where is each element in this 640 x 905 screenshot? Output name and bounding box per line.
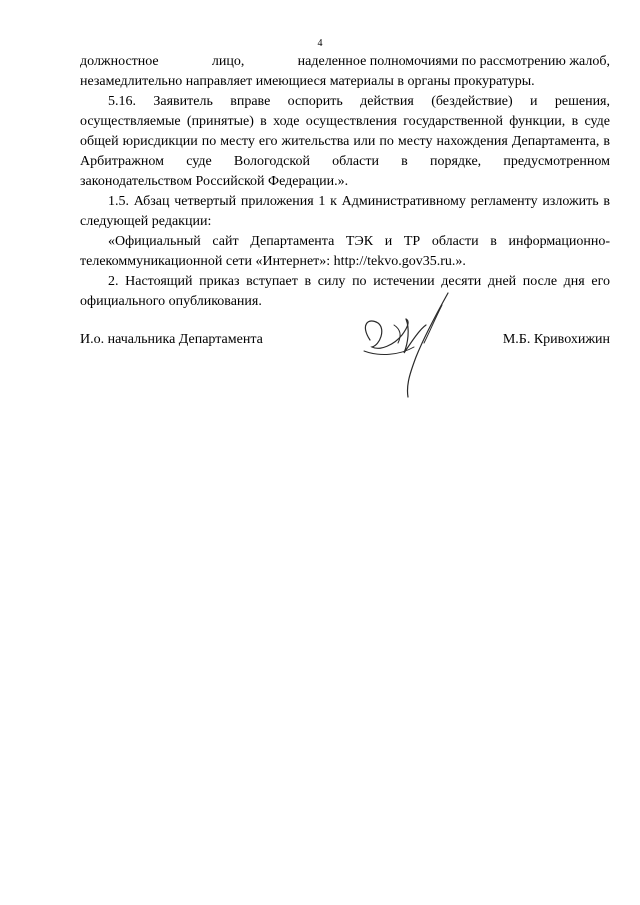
paragraph-2: 2. Настоящий приказ вступает в силу по истечении десяти дней после дня его официального опубликования. xyxy=(80,274,610,309)
phrase-nadelennoe: наделенное полномочиями по рассмотрению жалоб, xyxy=(297,54,610,69)
word-litso: лицо, xyxy=(211,54,245,69)
handwritten-signature-icon xyxy=(350,285,470,405)
word-dolzhnostnoe: должностное xyxy=(80,54,159,69)
paragraph-5-16: 5.16. Заявитель вправе оспорить действия (бездействие) и решения, осуществляемые (принятые) в ходе осуществления государственной функции, в суде общей юрисдикции по месту его жительства или по месту нахождения Департамента, в Арбитражном суде Вологодской области в порядке, предусмотренном законодательством Российской Федерации.». xyxy=(80,94,610,189)
signatory-title: И.о. начальника Департамента xyxy=(80,332,263,347)
page-number: 4 xyxy=(317,38,323,49)
continuation-line-1 xyxy=(80,52,610,72)
paragraph-1-5: 1.5. Абзац четвертый приложения 1 к Административному регламенту изложить в следующей редакции: xyxy=(80,194,610,229)
paragraph-1-5-quote: «Официальный сайт Департамента ТЭК и ТР области в информационно-телекоммуникационной сети «Интернет»: http://tekvo.gov35.ru.». xyxy=(80,234,610,269)
document-body xyxy=(80,52,610,312)
signatory-name: М.Б. Кривохижин xyxy=(502,332,610,347)
continuation-line-2: незамедлительно направляет имеющиеся материалы в органы прокуратуры. xyxy=(80,74,535,89)
